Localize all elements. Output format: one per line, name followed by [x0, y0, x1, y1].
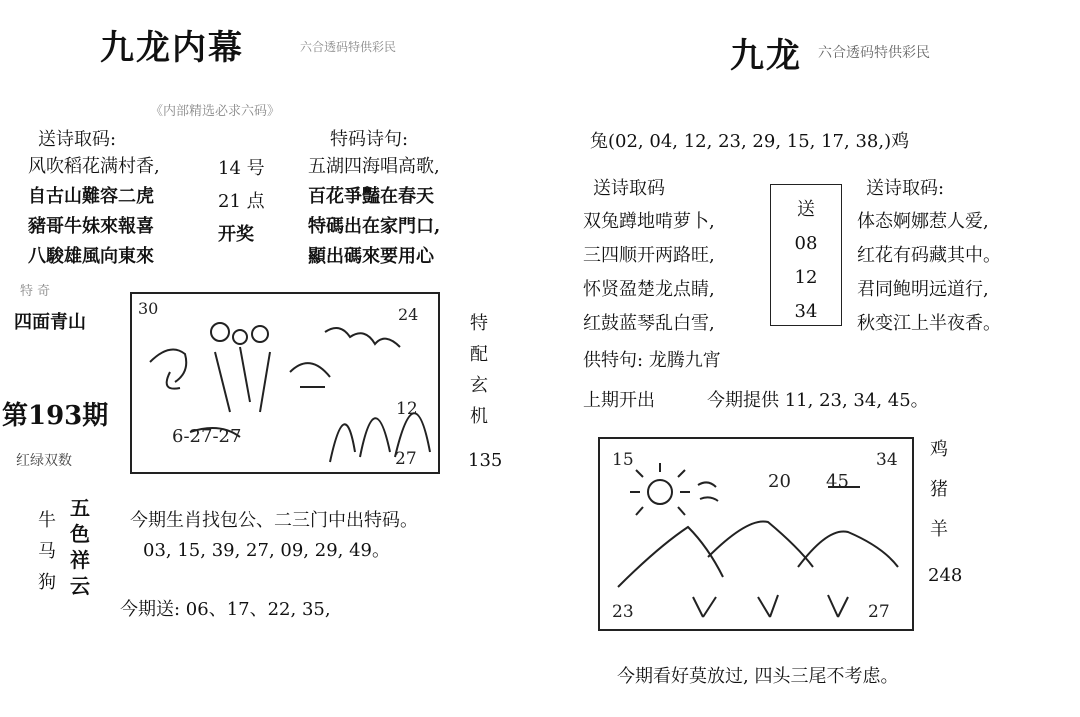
poem-line: 双兔蹲地啃萝卜, [583, 211, 715, 232]
zodiac-hint: 今期生肖找包公、二三门中出特码。 [130, 510, 418, 531]
cloud-char: 祥 [70, 548, 90, 572]
right-sketch-drawing [598, 437, 914, 631]
animal: 狗 [38, 572, 56, 593]
special-phrase: 供特句: 龙腾九宵 [583, 350, 721, 371]
sketch-number: 24 [398, 305, 419, 324]
left-title: 九龙内幕 [100, 28, 244, 68]
poem-line: 秋变江上半夜香。 [857, 313, 1001, 334]
left-title-sub: 六合透码特供彩民 [300, 40, 397, 54]
draw-time-block [218, 152, 265, 251]
sketch-number: 6-27-27 [172, 426, 242, 447]
send-code-value: 08 [794, 233, 818, 254]
draw-day: 14 号 [218, 158, 265, 179]
poem-line: 五湖四海唱高歌, [308, 156, 440, 177]
poem-line: 特碼出在家門口, [308, 216, 441, 237]
send-code-label: 送 [797, 199, 815, 220]
right-side-number: 248 [928, 565, 963, 586]
side-char: 鸡 [930, 439, 948, 460]
poem-line: 三四顺开两路旺, [583, 245, 715, 266]
zodiac-numbers: 03, 15, 39, 27, 09, 29, 49。 [143, 540, 390, 561]
tema-value: 四面青山 [14, 312, 86, 333]
right-title-sub: 六合透码特供彩民 [818, 45, 930, 61]
sketch-number: 27 [395, 449, 417, 469]
zodiac-range-numbers: 兔(02, 04, 12, 23, 29, 15, 17, 38,)鸡 [590, 131, 910, 152]
send-code-value: 34 [794, 301, 818, 322]
left-subtitle: 《内部精选必求六码》 [150, 104, 281, 119]
send-numbers: 今期送: 06、17、22, 35, [120, 599, 331, 620]
right-poem-left [583, 205, 715, 341]
side-char: 羊 [930, 519, 948, 540]
tema-label: 特 奇 [20, 284, 51, 299]
poem-line: 红鼓蓝琴乱白雪, [583, 313, 715, 334]
sketch-number: 30 [138, 299, 159, 318]
previous-draw-label: 上期开出 [583, 390, 655, 411]
animals-column [38, 505, 56, 598]
send-code-value: 12 [794, 267, 818, 288]
right-poem-heading-right: 送诗取码: [866, 178, 945, 199]
poem-line: 风吹稻花满村香, [28, 156, 160, 177]
poem-line: 君同鲍明远道行, [857, 279, 989, 300]
sketch-number: 15 [612, 450, 634, 470]
draw-hour: 21 点 [218, 191, 265, 212]
animal: 牛 [38, 510, 56, 531]
right-title: 九龙 [730, 36, 802, 76]
five-color-cloud [70, 495, 90, 599]
footer-hint: 今期看好莫放过, 四头三尾不考虑。 [617, 666, 899, 687]
side-char: 机 [470, 406, 488, 427]
right-poem-heading-left: 送诗取码 [593, 178, 665, 199]
provide-numbers: 今期提供 11, 23, 34, 45。 [707, 390, 929, 411]
poem-line: 红花有码藏其中。 [857, 245, 1001, 266]
side-char: 玄 [470, 375, 488, 396]
side-char: 特 [470, 313, 488, 334]
left-sketch-drawing [130, 292, 440, 474]
left-poem-block [28, 152, 160, 272]
poem-line: 豬哥牛妹來報喜 [28, 216, 154, 237]
draw-label: 开奖 [218, 224, 254, 245]
left-side-vertical [470, 308, 488, 432]
poem-line: 怀贤盈楚龙点睛, [583, 279, 715, 300]
poem-line: 自古山難容二虎 [28, 186, 154, 207]
sketch-number: 45 [826, 471, 849, 492]
right-side-vertical [930, 430, 948, 550]
poem-line: 百花爭豔在春天 [308, 186, 434, 207]
send-code-values [770, 193, 842, 329]
side-char: 配 [470, 344, 488, 365]
sketch-number: 12 [396, 399, 418, 419]
poem-line: 体态婀娜惹人爱, [857, 211, 989, 232]
left-tema-heading: 特码诗句: [330, 129, 409, 150]
cloud-char: 色 [70, 522, 90, 546]
poem-line: 顯出碼來要用心 [308, 246, 434, 267]
side-char: 猪 [930, 479, 948, 500]
issue-number: 第193期 [2, 401, 109, 431]
animal: 马 [38, 541, 56, 562]
sketch-number: 23 [612, 602, 634, 622]
cloud-char: 云 [70, 574, 90, 598]
left-side-number: 135 [468, 450, 503, 471]
right-poem-right [857, 205, 1001, 341]
sketch-number: 34 [876, 450, 898, 470]
poem-line: 八駿雄風向東來 [28, 246, 154, 267]
sketch-number: 27 [868, 602, 890, 622]
red-green-label: 红绿双数 [16, 453, 72, 469]
tema-poem-block [308, 152, 440, 272]
cloud-char: 五 [70, 496, 90, 520]
sketch-number: 20 [768, 471, 791, 492]
left-poem-heading: 送诗取码: [38, 129, 117, 150]
